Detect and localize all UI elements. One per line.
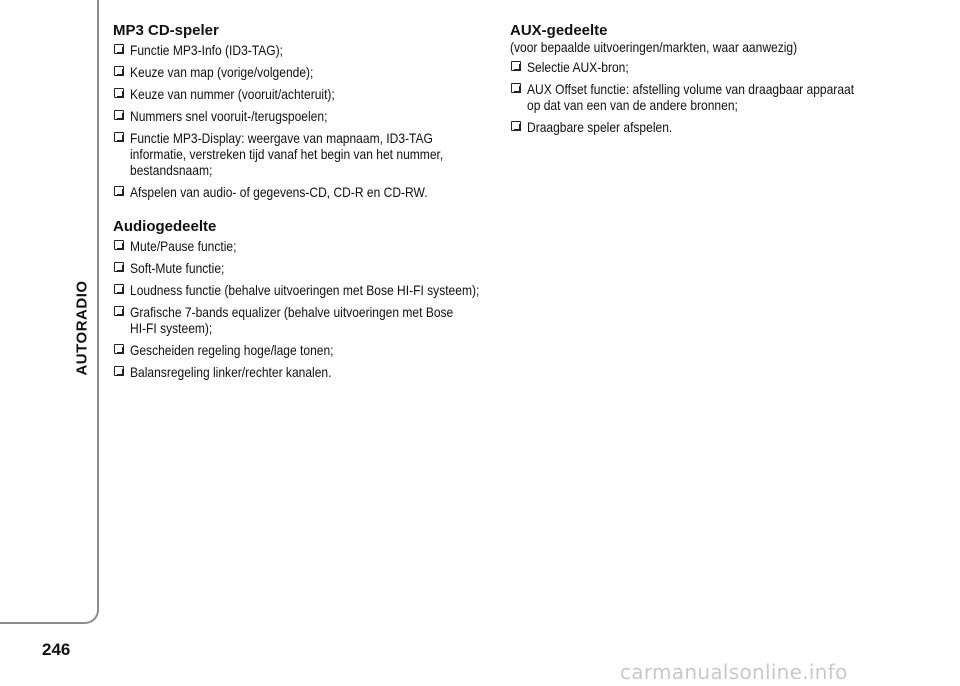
section-title: MP3 CD-speler (113, 22, 219, 39)
checkbox-bullet-icon (114, 110, 124, 120)
list-item: Selectie AUX-bron; (510, 59, 930, 75)
list-item: Balansregeling linker/rechter kanalen. (113, 364, 508, 380)
checkbox-bullet-icon (511, 121, 521, 131)
list-item: Soft-Mute functie; (113, 260, 508, 276)
checkbox-bullet-icon (511, 61, 521, 71)
list-item: Gescheiden regeling hoge/lage tonen; (113, 342, 508, 358)
section-title: AUX-gedeelte (510, 22, 608, 39)
chapter-label: AUTORADIO (73, 280, 91, 376)
checkbox-bullet-icon (511, 83, 521, 93)
left-column (113, 22, 508, 398)
section-title: Audiogedeelte (113, 218, 217, 235)
checkbox-bullet-icon (114, 186, 124, 196)
feature-list (113, 238, 508, 380)
checkbox-bullet-icon (114, 344, 124, 354)
checkbox-bullet-icon (114, 88, 124, 98)
checkbox-bullet-icon (114, 66, 124, 76)
checkbox-bullet-icon (114, 284, 124, 294)
checkbox-bullet-icon (114, 44, 124, 54)
list-item: Mute/Pause functie; (113, 238, 508, 254)
checkbox-bullet-icon (114, 366, 124, 376)
list-item: Functie MP3-Display: weergave van mapnaam, ID3-TAG informatie, verstreken tijd vanaf het begin van het nummer, bestandsnaam; (113, 130, 508, 178)
list-item: Loudness functie (behalve uitvoeringen met Bose HI-FI systeem); (113, 282, 508, 298)
watermark: carmanualsonline.info (620, 660, 848, 684)
checkbox-bullet-icon (114, 240, 124, 250)
list-item: Nummers snel vooruit-/terugspoelen; (113, 108, 508, 124)
list-item: Keuze van map (vorige/volgende); (113, 64, 508, 80)
section-audio (113, 218, 508, 380)
list-item: AUX Offset functie: afstelling volume van draagbaar apparaat op dat van een van de andere bronnen; (510, 81, 930, 113)
checkbox-bullet-icon (114, 262, 124, 272)
page-number: 246 (42, 640, 71, 659)
list-item: Afspelen van audio- of gegevens-CD, CD-R en CD-RW. (113, 184, 508, 200)
list-item: Draagbare speler afspelen. (510, 119, 930, 135)
feature-list (510, 59, 930, 135)
list-item: Keuze van nummer (vooruit/achteruit); (113, 86, 508, 102)
feature-list (113, 42, 508, 200)
checkbox-bullet-icon (114, 306, 124, 316)
section-subtitle: (voor bepaalde uitvoeringen/markten, waar aanwezig) (510, 39, 798, 55)
right-column (510, 22, 930, 153)
list-item: Grafische 7-bands equalizer (behalve uitvoeringen met Bose HI-FI systeem); (113, 304, 508, 336)
checkbox-bullet-icon (114, 132, 124, 142)
list-item: Functie MP3-Info (ID3-TAG); (113, 42, 508, 58)
section-mp3-cd-player (113, 22, 508, 200)
section-aux (510, 22, 930, 135)
